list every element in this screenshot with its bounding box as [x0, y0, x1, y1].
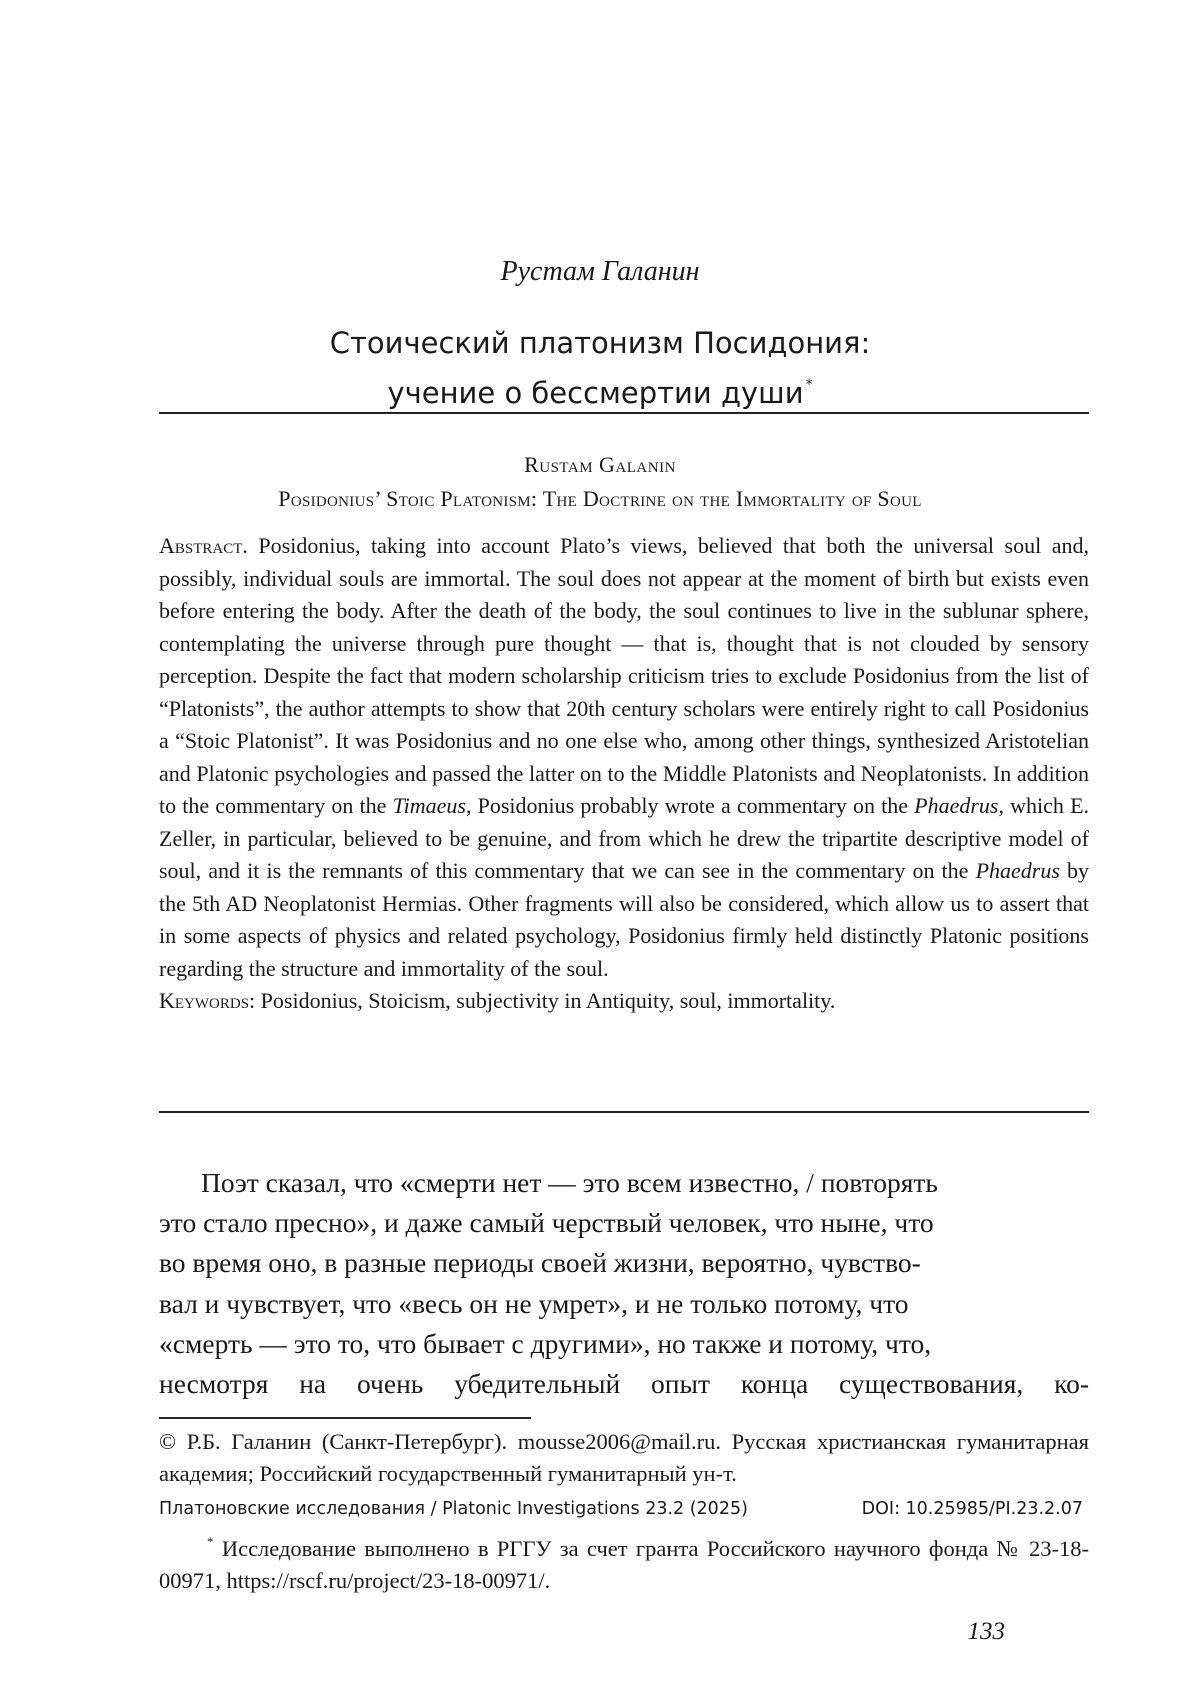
abstract-body [159, 530, 1089, 985]
page-number: 133 [967, 1618, 1005, 1645]
author-footnote: © Р.Б. Галанин (Санкт-Петербург). mousse2006@mail.ru. Русская христианская гуманитарная академия; Российский государственный гуманитарный ун-т. [159, 1429, 1089, 1486]
doi-link[interactable]: DOI: 10.25985/PI.23.2.07 [861, 1499, 1083, 1519]
abstract [159, 530, 1089, 1018]
grant-footnote-text: Исследование выполнено в РГГУ за счет гранта Российского научного фонда № 23-18-00971, https://rscf.ru/project/23-18-00971/. [159, 1536, 1089, 1593]
abstract-label: Abstract. [159, 533, 248, 558]
body-line: Поэт сказал, что «смерти нет — это всем известно, / повторять [201, 1167, 938, 1198]
top-divider [159, 412, 1089, 414]
body-line: несмотря на очень убедительный опыт конца существования, ко- [159, 1368, 1089, 1400]
body-line: во время оно, в разные периоды своей жизни, вероятно, чувство- [159, 1247, 921, 1279]
body-line: это стало пресно», и даже самый черствый человек, что ныне, что [159, 1207, 934, 1239]
body-line: «смерть — это то, что бывает с другими», но также и потому, что, [159, 1327, 932, 1359]
article-title-en: Posidonius’ Stoic Platonism: The Doctrine on the Immortality of Soul [278, 486, 922, 511]
title-ru-line-1: Стоический платонизм Посидония: [329, 326, 871, 360]
keywords-label: Keywords: [159, 988, 256, 1013]
grant-footnote [159, 1526, 1089, 1597]
body-line: вал и чувствует, что «весь он не умрет», и не только потому, что [159, 1287, 909, 1319]
body-paragraph [159, 1163, 1089, 1404]
author-name-en: Rustam Galanin [524, 452, 676, 477]
abstract-text-1: Posidonius, taking into account Plato’s views, believed that both the universal soul and, possibly, individual souls are immortal. The soul does not appear at the moment of birth but exists even before entering the body. After the death of the body, the soul continues to live in the sublunar sphere, contemplating the universe through pure thought — that is, thought that is not clouded by sensory perception. Despite the fact that modern scholarship criticism tries to exclude Posidonius from the list of “Platonists”, the author attempts to show that 20th century scholars were entirely right to call Posidonius a “Stoic Platonist”. It was Posidonius and no one else who, among other things, synthesized Aristotelian and Platonic psychologies and passed the latter on to the Middle Platonists and Neoplatonists. In addition to the commentary on the [159, 533, 1089, 818]
keywords [159, 985, 1089, 1018]
article-title-ru [0, 322, 1200, 414]
abstract-text-2: , Posidonius probably wrote a commentary on the [465, 793, 909, 818]
journal-citation: Платоновские исследования / Platonic Investigations 23.2 (2025) [159, 1499, 748, 1519]
bottom-divider [159, 1111, 1089, 1113]
abstract-text-4: by the 5th AD Neoplatonist Hermias. Other fragments will also be considered, which allow us to assert that in some aspects of physics and related psychology, Posidonius firmly held distinctly Platonic positions regarding the structure and immortality of the soul. [159, 858, 1090, 981]
footnote-divider [159, 1417, 531, 1419]
abstract-italic-phaedrus-2: Phaedrus [975, 858, 1060, 883]
title-ru-line-2-text: учение о бессмертии души [387, 376, 804, 410]
grant-footnote-mark: * [207, 1534, 214, 1549]
abstract-italic-phaedrus: Phaedrus [914, 793, 999, 818]
title-ru-line-2 [0, 364, 1200, 414]
abstract-text-3: , which E. Zeller, in particular, believed to be genuine, and from which he drew the tripartite descriptive model of soul, and it is the remnants of this commentary that we can see in the commentary on the [159, 793, 1090, 883]
journal-info [159, 1499, 1089, 1519]
author-name-ru: Рустам Галанин [500, 256, 700, 287]
title-footnote-mark[interactable]: * [805, 377, 813, 393]
abstract-italic-timaeus: Timaeus [392, 793, 466, 818]
keywords-list: Posidonius, Stoicism, subjectivity in Antiquity, soul, immortality. [260, 988, 836, 1013]
